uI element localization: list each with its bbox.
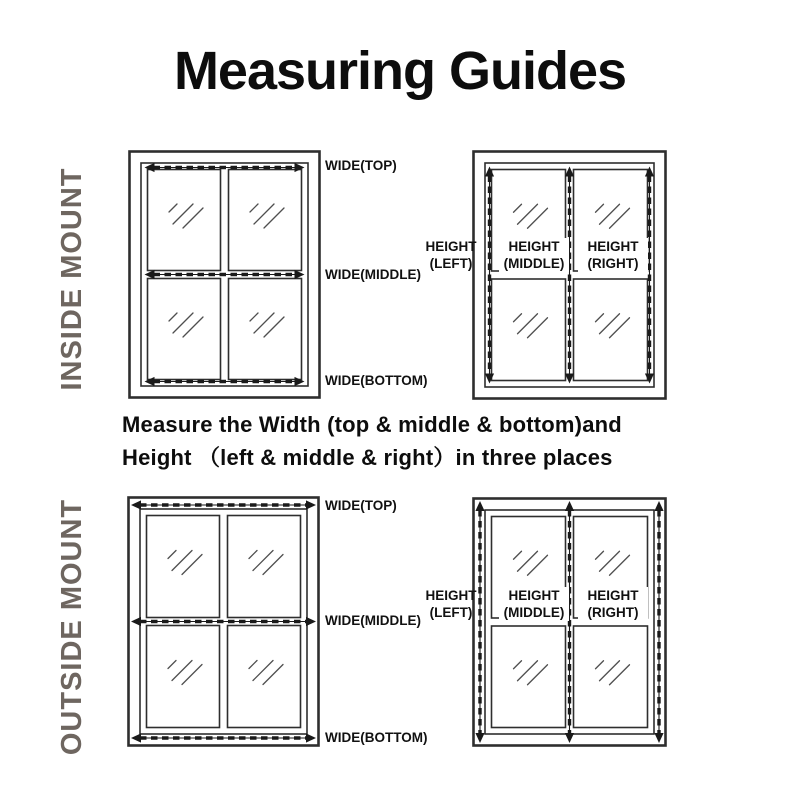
- height-right-word: (RIGHT): [587, 256, 639, 271]
- outside-mount-width-diagram: [127, 496, 320, 747]
- inside-height-left-label: [423, 238, 479, 272]
- inside-wide-top-label: WIDE(TOP): [325, 158, 397, 173]
- height-left-word: (LEFT): [429, 256, 473, 271]
- outside-wide-middle-label: WIDE(MIDDLE): [325, 613, 421, 628]
- outside-wide-top-label: WIDE(TOP): [325, 498, 397, 513]
- outside-mount-section-label: OUTSIDE MOUNT: [56, 498, 88, 756]
- height-label-word: HEIGHT: [508, 239, 560, 254]
- outside-height-middle-label: [499, 587, 569, 621]
- inside-mount-section-label: INSIDE MOUNT: [56, 167, 88, 391]
- instruction-text: [122, 408, 722, 474]
- height-label-word: HEIGHT: [425, 239, 477, 254]
- inside-wide-middle-label: WIDE(MIDDLE): [325, 267, 421, 282]
- height-left-word: (LEFT): [429, 605, 473, 620]
- instruction-line-1: Measure the Width (top & middle & bottom)and: [122, 412, 622, 437]
- outside-wide-bottom-label: WIDE(BOTTOM): [325, 730, 428, 745]
- outside-height-left-label: [423, 587, 479, 621]
- height-label-word: HEIGHT: [508, 588, 560, 603]
- page-title: Measuring Guides: [173, 41, 627, 101]
- height-label-word: HEIGHT: [587, 239, 639, 254]
- inside-mount-height-diagram: [472, 150, 667, 400]
- inside-mount-width-diagram: [128, 150, 321, 399]
- height-right-word: (RIGHT): [587, 605, 639, 620]
- height-label-word: HEIGHT: [425, 588, 477, 603]
- inside-height-right-label: [578, 238, 648, 272]
- instruction-line-2: Height （left & middle & right）in three places: [122, 445, 613, 470]
- outside-height-right-label: [578, 587, 648, 621]
- inside-height-middle-label: [499, 238, 569, 272]
- height-middle-word: (MIDDLE): [503, 605, 565, 620]
- height-label-word: HEIGHT: [587, 588, 639, 603]
- height-middle-word: (MIDDLE): [503, 256, 565, 271]
- inside-wide-bottom-label: WIDE(BOTTOM): [325, 373, 428, 388]
- outside-mount-height-diagram: [472, 497, 667, 747]
